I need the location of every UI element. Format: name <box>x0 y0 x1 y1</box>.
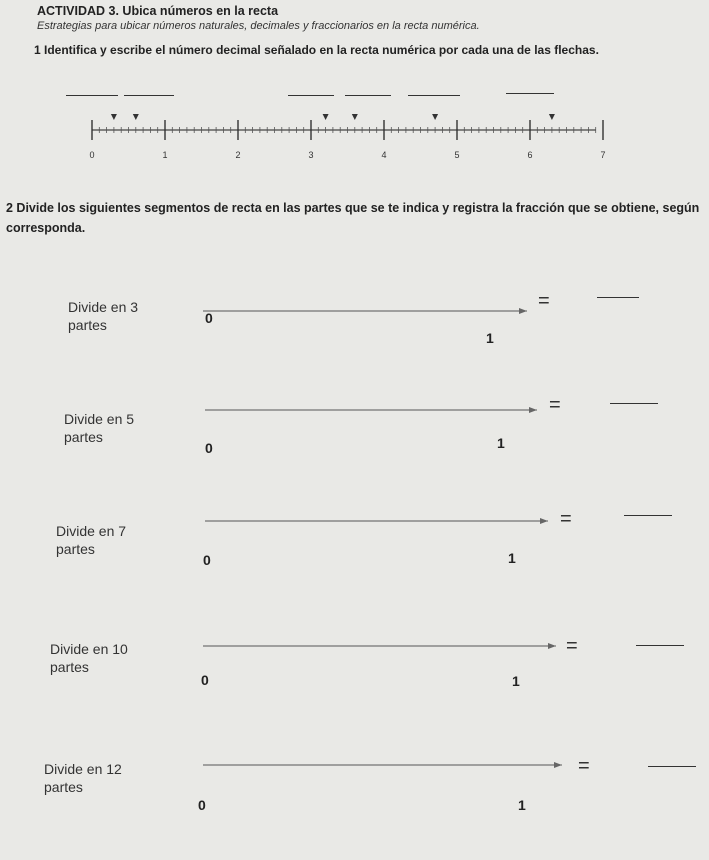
segment-instruction-line: Divide en 12 <box>44 761 122 777</box>
arrowhead-icon <box>554 762 562 768</box>
fraction-answer-blank[interactable] <box>624 515 672 516</box>
axis-label: 7 <box>600 150 606 160</box>
segment-line[interactable] <box>205 515 554 527</box>
equals-sign: = <box>549 394 561 416</box>
segment-instruction-line: Divide en 7 <box>56 523 127 539</box>
segment-instruction <box>44 760 154 796</box>
answer-blank[interactable] <box>124 95 174 96</box>
segment-start-label: 0 <box>201 672 209 688</box>
arrow-marker-icon <box>549 114 555 120</box>
segment-start-label: 0 <box>198 797 206 813</box>
arrow-marker-icon <box>323 114 329 120</box>
axis-label: 5 <box>454 150 460 160</box>
arrowhead-icon <box>548 643 556 649</box>
fraction-answer-blank[interactable] <box>610 403 658 404</box>
segment-start-label: 0 <box>205 310 213 326</box>
arrow-marker-icon <box>111 114 117 120</box>
equals-sign: = <box>566 635 578 657</box>
axis-label: 2 <box>235 150 241 160</box>
segment-instruction <box>68 298 178 334</box>
segment-start-label: 0 <box>205 440 213 456</box>
arrowhead-icon <box>529 407 537 413</box>
segment-instruction-line: partes <box>44 779 83 795</box>
segment-end-label: 1 <box>497 435 505 451</box>
segment-instruction <box>64 410 174 446</box>
segment-instruction-line: partes <box>56 541 95 557</box>
segment-instruction-line: partes <box>64 429 103 445</box>
equals-sign: = <box>578 755 590 777</box>
equals-sign: = <box>560 508 572 530</box>
arrow-marker-icon <box>432 114 438 120</box>
segment-instruction-line: partes <box>68 317 107 333</box>
arrowhead-icon <box>519 308 527 314</box>
question-1: 1 Identifica y escribe el número decimal señalado en la recta numérica por cada una de las flechas. <box>34 43 599 57</box>
axis-label: 3 <box>308 150 314 160</box>
fraction-answer-blank[interactable] <box>597 297 639 298</box>
activity-subtitle: Estrategias para ubicar números naturales, decimales y fraccionarios en la recta numérica. <box>37 20 480 32</box>
fraction-answer-blank[interactable] <box>636 645 684 646</box>
segment-line[interactable] <box>203 640 562 652</box>
answer-blank[interactable] <box>506 93 554 94</box>
segment-instruction-line: partes <box>50 659 89 675</box>
axis-label: 6 <box>527 150 533 160</box>
segment-instruction-line: Divide en 3 <box>68 299 139 315</box>
segment-end-label: 1 <box>518 797 526 813</box>
segment-end-label: 1 <box>486 330 494 346</box>
answer-blank[interactable] <box>345 95 391 96</box>
answer-blank[interactable] <box>288 95 334 96</box>
segment-instruction <box>50 640 160 676</box>
segment-instruction <box>56 522 166 558</box>
activity-title: ACTIVIDAD 3. Ubica números en la recta <box>37 4 279 18</box>
segment-line[interactable] <box>205 404 543 416</box>
segment-start-label: 0 <box>203 552 211 568</box>
fraction-answer-blank[interactable] <box>648 766 696 767</box>
answer-blank[interactable] <box>408 95 460 96</box>
axis-label: 1 <box>162 150 168 160</box>
axis-label: 0 <box>89 150 95 160</box>
segment-end-label: 1 <box>508 550 516 566</box>
number-line-q1 <box>78 112 608 160</box>
arrow-marker-icon <box>133 114 139 120</box>
segment-line[interactable] <box>203 305 533 317</box>
segment-line[interactable] <box>203 759 568 771</box>
arrowhead-icon <box>540 518 548 524</box>
arrow-marker-icon <box>352 114 358 120</box>
question-2: 2 Divide los siguientes segmentos de recta en las partes que se te indica y registra la fracción que se obtiene, según corresponda. <box>6 201 700 235</box>
segment-instruction-line: Divide en 5 <box>64 411 135 427</box>
equals-sign: = <box>538 290 550 312</box>
segment-end-label: 1 <box>512 673 520 689</box>
axis-label: 4 <box>381 150 387 160</box>
segment-instruction-line: Divide en 10 <box>50 641 128 657</box>
answer-blank[interactable] <box>66 95 118 96</box>
